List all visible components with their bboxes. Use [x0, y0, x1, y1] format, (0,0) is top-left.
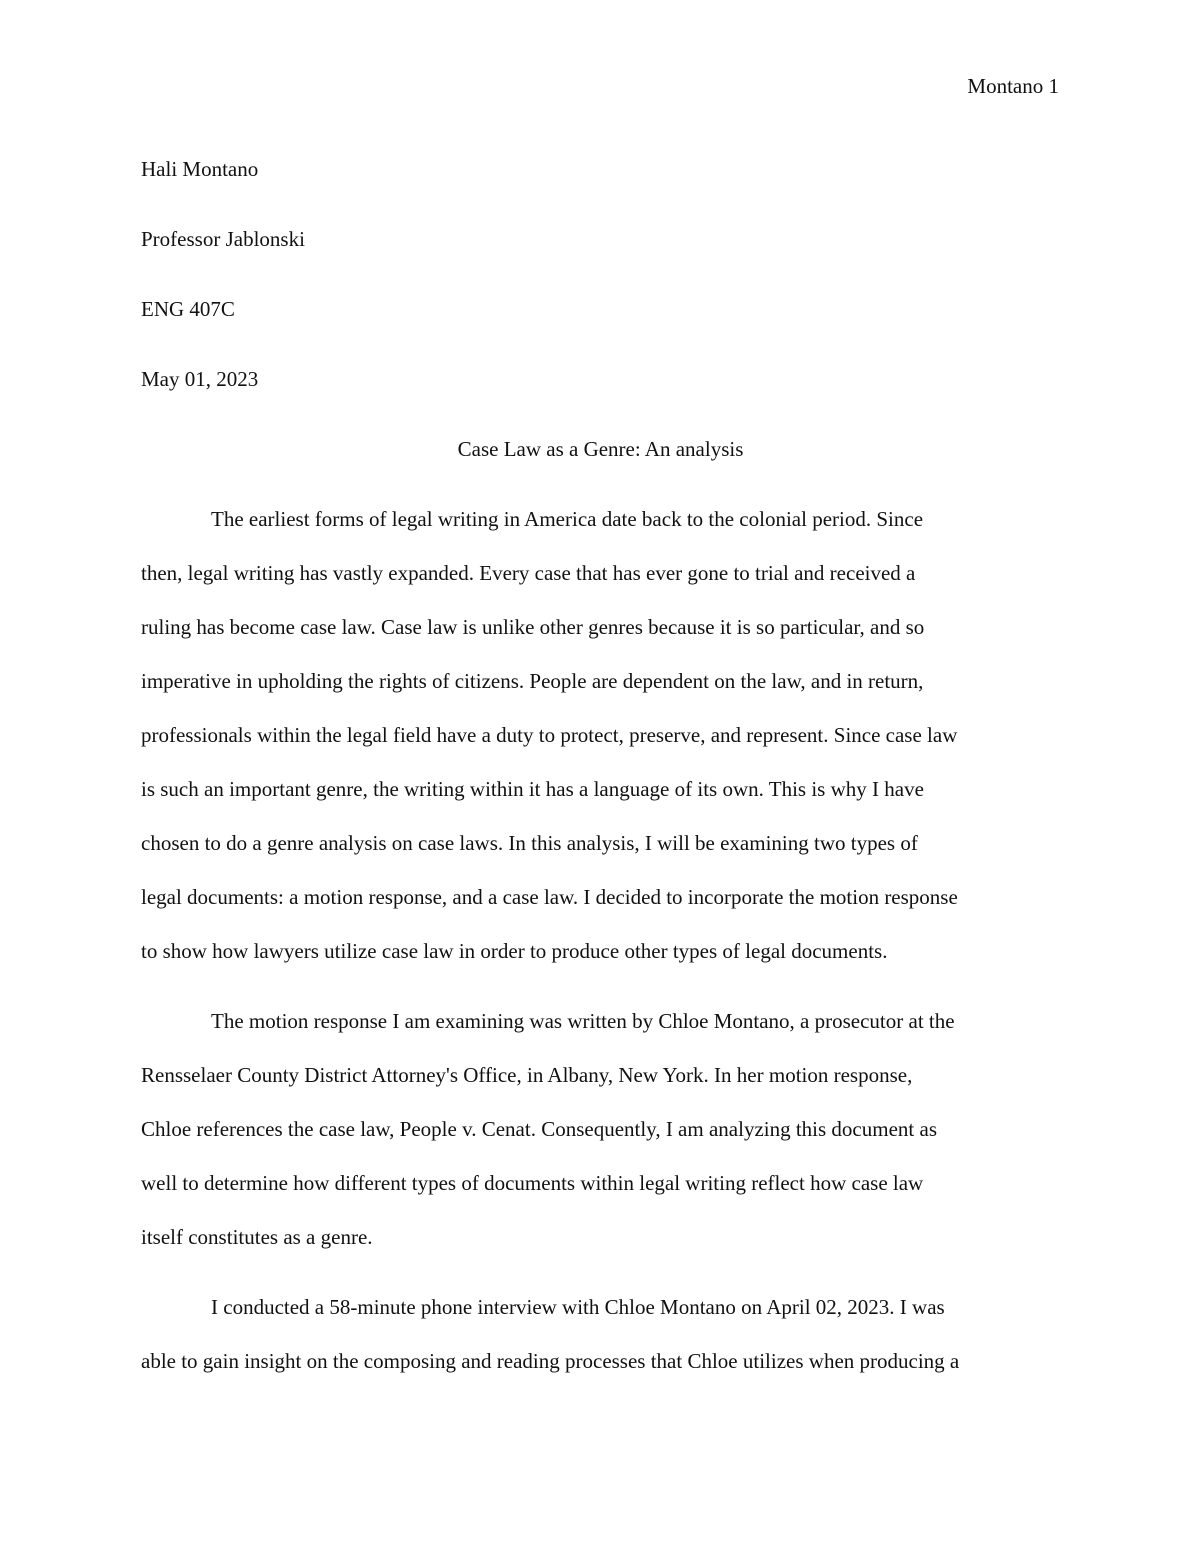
- paragraph-line: The earliest forms of legal writing in America date back to the colonial period. Since: [211, 507, 924, 531]
- essay-paragraphs: [141, 492, 1060, 1388]
- paragraph-line: legal documents: a motion response, and a case law. I decided to incorporate the motion response: [141, 885, 958, 909]
- paragraph-line: I conducted a 58-minute phone interview with Chloe Montano on April 02, 2023. I was: [211, 1295, 945, 1319]
- paragraph-line: well to determine how different types of documents within legal writing reflect how case law: [141, 1171, 924, 1195]
- paragraph-line: ruling has become case law. Case law is unlike other genres because it is so particular, and so: [141, 615, 925, 639]
- body-paragraph: [141, 492, 1060, 978]
- paragraph-line: Rensselaer County District Attorney's Office, in Albany, New York. In her motion response,: [141, 1063, 913, 1087]
- paragraph-line: itself constitutes as a genre.: [141, 1225, 373, 1249]
- document-body: [141, 142, 1060, 1404]
- paragraph-line: then, legal writing has vastly expanded. Every case that has ever gone to trial and received a: [141, 561, 916, 585]
- paragraph-line: professionals within the legal field have a duty to protect, preserve, and represent. Since case law: [141, 723, 958, 747]
- paragraph-line: is such an important genre, the writing within it has a language of its own. This is why I have: [141, 777, 924, 801]
- essay-title: Case Law as a Genre: An analysis: [457, 437, 744, 461]
- paragraph-line: imperative in upholding the rights of citizens. People are dependent on the law, and in return,: [141, 669, 924, 693]
- paragraph-line: chosen to do a genre analysis on case laws. In this analysis, I will be examining two types of: [141, 831, 918, 855]
- paragraph-line: able to gain insight on the composing and reading processes that Chloe utilizes when producing a: [141, 1349, 960, 1373]
- paragraph-line: The motion response I am examining was written by Chloe Montano, a prosecutor at the: [211, 1009, 955, 1033]
- body-paragraph: [141, 1280, 1060, 1388]
- course-code: ENG 407C: [141, 297, 235, 321]
- author-name: Hali Montano: [141, 157, 259, 181]
- paragraph-line: to show how lawyers utilize case law in order to produce other types of legal documents.: [141, 939, 888, 963]
- running-head: Montano 1: [967, 74, 1059, 98]
- paragraph-line: Chloe references the case law, People v. Cenat. Consequently, I am analyzing this document as: [141, 1117, 937, 1141]
- body-paragraph: [141, 994, 1060, 1264]
- submission-date: May 01, 2023: [141, 367, 259, 391]
- instructor-name: Professor Jablonski: [141, 227, 305, 251]
